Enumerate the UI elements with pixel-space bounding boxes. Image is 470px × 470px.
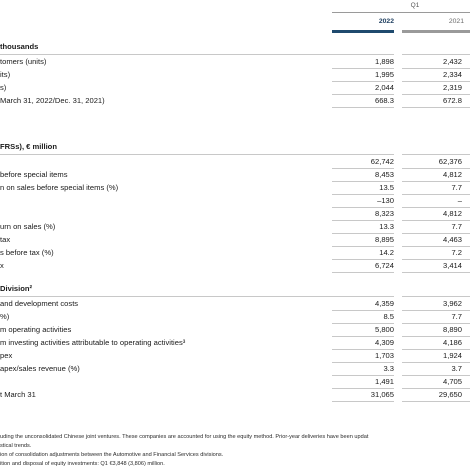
value-2021: 3,962 xyxy=(442,299,462,308)
value-2021: – xyxy=(457,196,462,205)
value-2021: 1,924 xyxy=(442,351,462,360)
row-label: tax xyxy=(0,235,11,244)
table-row xyxy=(0,168,470,181)
value-2022: 8,323 xyxy=(374,209,394,218)
row-rule xyxy=(402,272,470,273)
value-2021: 7.7 xyxy=(451,312,462,321)
section-title-row xyxy=(0,40,470,53)
value-2022: 3.3 xyxy=(383,364,394,373)
table-row xyxy=(0,375,470,388)
value-2021: 2,319 xyxy=(442,83,462,92)
value-2022: 13.5 xyxy=(379,183,394,192)
table-row xyxy=(0,310,470,323)
row-rule xyxy=(332,401,394,402)
row-label: s) xyxy=(0,83,7,92)
period-header: Q1 xyxy=(410,2,420,9)
row-rule xyxy=(402,401,470,402)
value-2022: 6,724 xyxy=(374,261,394,270)
table-row xyxy=(0,194,470,207)
value-2021: 7.2 xyxy=(451,248,462,257)
year-current-bar xyxy=(332,30,394,33)
row-label: apex/sales revenue (%) xyxy=(0,364,80,373)
table-row xyxy=(0,55,470,68)
table-row xyxy=(0,81,470,94)
row-label: tomers (units) xyxy=(0,57,47,66)
row-label: s before tax (%) xyxy=(0,248,54,257)
value-2022: 31,065 xyxy=(370,390,394,399)
value-2022: 2,044 xyxy=(374,83,394,92)
value-2022: –130 xyxy=(377,196,394,205)
table-row xyxy=(0,181,470,194)
row-label: and development costs xyxy=(0,299,79,308)
table-row xyxy=(0,155,470,168)
value-2021: 672.8 xyxy=(442,96,462,105)
value-2022: 8.5 xyxy=(383,312,394,321)
value-2021: 2,334 xyxy=(442,70,462,79)
footnote: uding the unconsolidated Chinese joint ventures. These companies are accounted for using the equity method. Prior-year deliveries have been updat xyxy=(0,434,369,440)
value-2022: 13.3 xyxy=(379,222,394,231)
table-row xyxy=(0,388,470,401)
value-2021: 4,812 xyxy=(442,170,462,179)
value-2021: 7.7 xyxy=(451,183,462,192)
value-2021: 7.7 xyxy=(451,222,462,231)
row-label: t March 31 xyxy=(0,390,36,399)
value-2022: 1,491 xyxy=(374,377,394,386)
year-prior-header: 2021 xyxy=(448,18,464,25)
value-2021: 29,650 xyxy=(438,390,462,399)
row-label: m investing activities attributable to operating activities³ xyxy=(0,338,186,347)
row-label: x xyxy=(0,261,4,270)
row-label: before special items xyxy=(0,170,68,179)
row-rule xyxy=(402,107,470,108)
row-label: %) xyxy=(0,312,10,321)
table-row xyxy=(0,297,470,310)
table-row xyxy=(0,68,470,81)
section-title-row xyxy=(0,140,470,153)
table-row xyxy=(0,207,470,220)
value-2022: 4,309 xyxy=(374,338,394,347)
value-2021: 4,705 xyxy=(442,377,462,386)
year-current-header: 2022 xyxy=(378,18,394,25)
row-rule xyxy=(332,272,394,273)
table-row xyxy=(0,349,470,362)
value-2021: 2,432 xyxy=(442,57,462,66)
value-2022: 5,800 xyxy=(374,325,394,334)
table-row xyxy=(0,233,470,246)
row-label: m operating activities xyxy=(0,325,72,334)
value-2022: 1,703 xyxy=(374,351,394,360)
table-row xyxy=(0,94,470,107)
row-label: March 31, 2022/Dec. 31, 2021) xyxy=(0,96,105,105)
footnote: ion of consolidation adjustments between the Automotive and Financial Services divisions. xyxy=(0,452,224,458)
value-2022: 62,742 xyxy=(370,157,394,166)
value-2021: 4,463 xyxy=(442,235,462,244)
value-2021: 8,890 xyxy=(442,325,462,334)
value-2022: 14.2 xyxy=(379,248,394,257)
table-row xyxy=(0,323,470,336)
value-2021: 3,414 xyxy=(442,261,462,270)
value-2021: 4,812 xyxy=(442,209,462,218)
table-row xyxy=(0,336,470,349)
footnote: ition and disposal of equity investments: Q1 €3,848 (3,806) million. xyxy=(0,461,165,467)
value-2022: 1,898 xyxy=(374,57,394,66)
row-label: pex xyxy=(0,351,13,360)
section-title-row xyxy=(0,282,470,295)
value-2021: 62,376 xyxy=(438,157,462,166)
section-title: FRSs), € million xyxy=(0,142,57,151)
year-prior-bar xyxy=(402,30,470,33)
value-2022: 8,453 xyxy=(374,170,394,179)
table-row xyxy=(0,246,470,259)
value-2022: 1,995 xyxy=(374,70,394,79)
value-2022: 8,895 xyxy=(374,235,394,244)
period-header-rule xyxy=(332,12,470,13)
row-label: n on sales before special items (%) xyxy=(0,183,119,192)
value-2022: 4,359 xyxy=(374,299,394,308)
section-title: Division² xyxy=(0,284,33,293)
value-2022: 668.3 xyxy=(374,96,394,105)
row-label: urn on sales (%) xyxy=(0,222,56,231)
footnote: stical trends. xyxy=(0,443,32,449)
section-title: thousands xyxy=(0,42,39,51)
table-row xyxy=(0,220,470,233)
value-2021: 3.7 xyxy=(451,364,462,373)
table-row xyxy=(0,362,470,375)
table-row xyxy=(0,259,470,272)
row-rule xyxy=(332,107,394,108)
value-2021: 4,186 xyxy=(442,338,462,347)
row-label: its) xyxy=(0,70,11,79)
